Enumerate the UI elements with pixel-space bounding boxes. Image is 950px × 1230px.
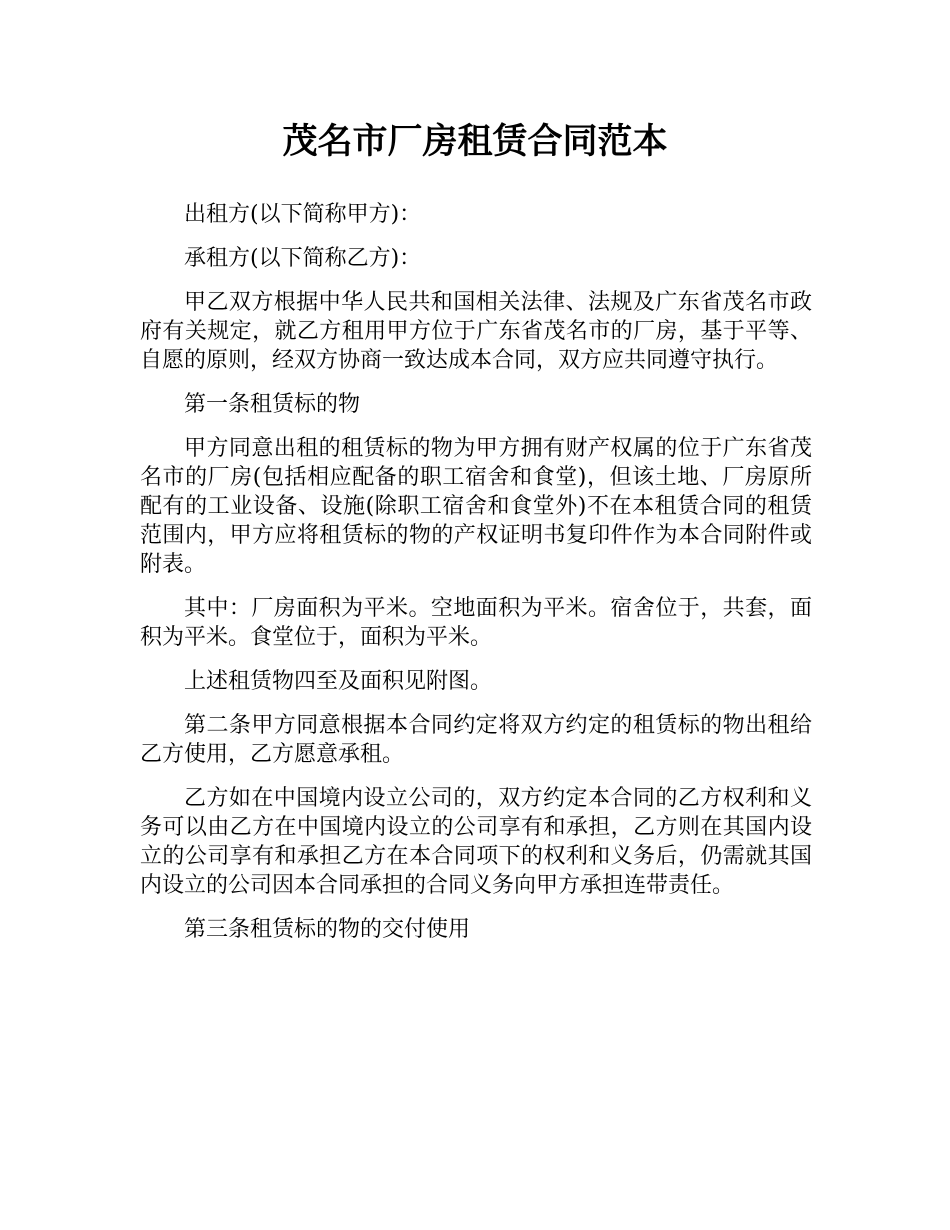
paragraph-area-details: 其中：厂房面积为平米。空地面积为平米。宿舍位于，共套，面积为平米。食堂位于，面积为平米。	[140, 596, 812, 650]
paragraph-lessee: 承租方(以下简称乙方)：	[184, 246, 422, 271]
paragraph-article-2-company: 乙方如在中国境内设立公司的，双方约定本合同的乙方权利和义务可以由乙方在中国境内设立的公司享有和承担，乙方则在其国内设立的公司享有和承担乙方在本合同项下的权利和义务后，仍需就其国内设立的公司因本合同承担的合同义务向甲方承担连带责任。	[140, 786, 812, 898]
paragraph-preamble: 甲乙双方根据中华人民共和国相关法律、法规及广东省茂名市政府有关规定，就乙方租用甲方位于广东省茂名市的厂房，基于平等、自愿的原则，经双方协商一致达成本合同，双方应共同遵守执行。	[140, 290, 812, 373]
paragraph-article-2: 第二条甲方同意根据本合同约定将双方约定的租赁标的物出租给乙方使用，乙方愿意承租。	[140, 713, 812, 767]
document-title: 茂名市厂房租赁合同范本	[282, 122, 668, 162]
paragraph-lessor: 出租方(以下简称甲方)：	[184, 202, 422, 227]
document-body	[140, 200, 812, 959]
paragraph-boundary-note: 上述租赁物四至及面积见附图。	[184, 669, 493, 694]
paragraph-article-1-body: 甲方同意出租的租赁标的物为甲方拥有财产权属的位于广东省茂名市的厂房(包括相应配备的职工宿舍和食堂)，但该土地、厂房原所配有的工业设备、设施(除职工宿舍和食堂外)不在本租赁合同的租赁范围内，甲方应将租赁标的物的产权证明书复印件作为本合同附件或附表。	[140, 436, 812, 577]
paragraph-article-1-heading: 第一条租赁标的物	[184, 392, 361, 417]
paragraph-article-3-heading: 第三条租赁标的物的交付使用	[184, 917, 471, 942]
